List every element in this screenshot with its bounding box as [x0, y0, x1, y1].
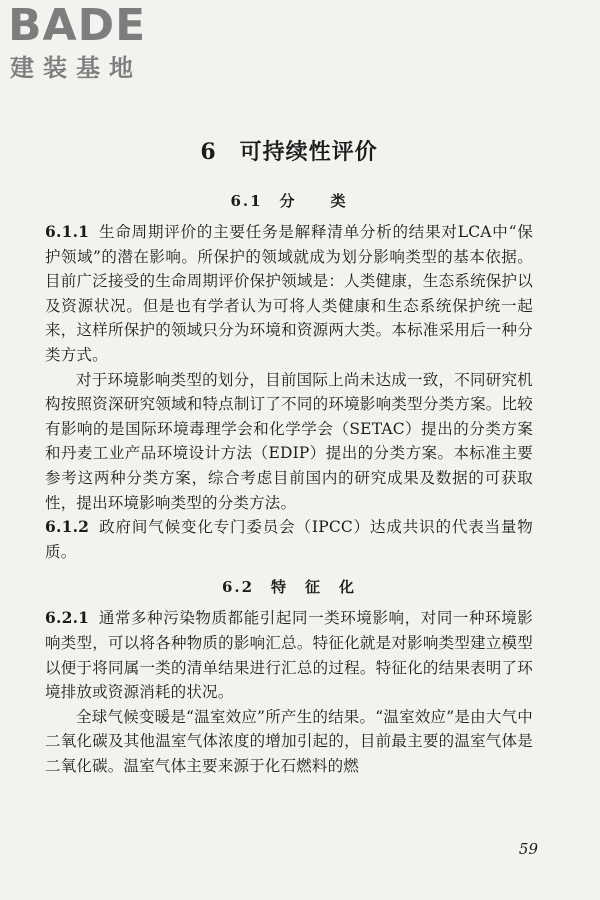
- clause-number: 6.1.1: [45, 222, 90, 241]
- clause-text: 通常多种污染物质都能引起同一类环境影响，对同一种环境影响类型，可以将各种物质的影响汇总。特征化就是对影响类型建立模型以便于将同属一类的清单结果进行汇总的过程。特征化的结果表明了环境排放或资源消耗的状况。: [45, 609, 533, 702]
- section-heading-6-2: 6.2 特 征 化: [221, 578, 357, 597]
- page-number: 59: [518, 840, 538, 858]
- clause-6-1-1: [45, 220, 533, 368]
- chapter-title: 6 可持续性评价: [200, 139, 378, 165]
- watermark-latin: BADE: [8, 0, 147, 51]
- paragraph-greenhouse-effect: 全球气候变暖是“温室效应”所产生的结果。“温室效应”是由大气中二氧化碳及其他温室气体浓度的增加引起的，目前最主要的温室气体是二氧化碳。温室气体主要来源于化石燃料的燃: [45, 707, 533, 775]
- watermark-logo: [8, 0, 178, 84]
- section-heading-6-1: 6.1 分 类: [230, 192, 348, 210]
- paragraph-classification-schemes: 对于环境影响类型的划分，目前国际上尚未达成一致，不同研究机构按照资深研究领域和特点制订了不同的环境影响类型分类方案。比较有影响的是国际环境毒理学会和化学学会（SETAC）提出的分类方案和丹麦工业产品环境设计方法（EDIP）提出的分类方案。本标准主要参考这两种分类方案，综合考虑目前国内的研究成果及数据的可获取性，提出环境影响类型的分类方法。: [45, 370, 533, 512]
- clause-6-1-2: [45, 515, 533, 564]
- clause-number: 6.2.1: [45, 608, 90, 628]
- watermark-cjk: 建装基地: [10, 54, 142, 82]
- clause-number: 6.1.2: [45, 517, 90, 537]
- clause-text: 政府间气候变化专门委员会（IPCC）达成共识的代表当量物质。: [45, 518, 533, 561]
- clause-6-2-1: [45, 606, 533, 704]
- page-content: [45, 132, 533, 778]
- clause-text: 生命周期评价的主要任务是解释清单分析的结果对LCA中“保护领域”的潜在影响。所保护的领域就成为划分影响类型的基本依据。目前广泛接受的生命周期评价保护领域是：人类健康，生态系统保护以及资源状况。但是也有学者认为可将人类健康和生态系统保护统一起来，这样所保护的领域只分为环境和资源两大类。本标准采用后一种分类方式。: [45, 223, 533, 364]
